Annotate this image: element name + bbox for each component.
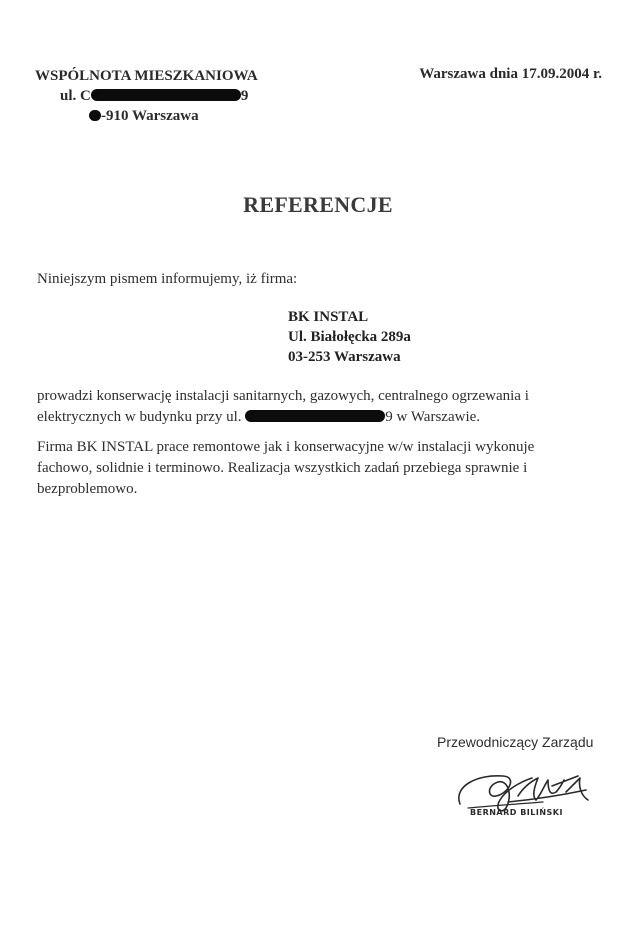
redaction-mark xyxy=(91,89,241,101)
paragraph-maintenance xyxy=(37,386,607,428)
signature-stamp: BERNARD BILIŃSKI xyxy=(470,808,563,817)
paragraph-line: bezproblemowo. xyxy=(37,481,138,497)
paragraph-quality xyxy=(37,437,607,500)
paragraph-line: Firma BK INSTAL prace remontowe jak i konserwacyjne w/w instalacji wykonuje xyxy=(37,439,535,455)
intro-text: Niniejszym pismem informujemy, iż firma: xyxy=(37,271,298,287)
paragraph-line xyxy=(37,407,607,428)
sender-city xyxy=(89,106,199,126)
company-name: BK INSTAL xyxy=(288,309,369,325)
redaction-mark xyxy=(89,110,101,121)
sender-city-suffix: -910 Warszawa xyxy=(101,108,199,124)
paragraph-line-suffix: 9 w Warszawie. xyxy=(385,409,481,425)
redaction-mark xyxy=(245,410,385,422)
paragraph-line: fachowo, solidnie i terminowo. Realizacja wszystkich zadań przebiega sprawnie i xyxy=(37,460,528,476)
company-city: 03-253 Warszawa xyxy=(288,349,401,365)
sender-street-prefix: ul. C xyxy=(60,88,91,104)
sender-street-suffix: 9 xyxy=(240,88,249,104)
company-address xyxy=(288,307,411,367)
paragraph-line-prefix: elektrycznych w budynku przy ul. xyxy=(37,409,242,425)
sender-name: WSPÓLNOTA MIESZKANIOWA xyxy=(35,68,258,84)
sender-street xyxy=(60,86,248,106)
paragraph-line: prowadzi konserwację instalacji sanitarnych, gazowych, centralnego ogrzewania i xyxy=(37,388,529,404)
letter-date: Warszawa dnia 17.09.2004 r. xyxy=(419,66,602,82)
signatory-title: Przewodniczący Zarządu xyxy=(437,734,594,750)
document-title: REFERENCJE xyxy=(243,192,393,217)
company-street: Ul. Białołęcka 289a xyxy=(288,329,411,345)
